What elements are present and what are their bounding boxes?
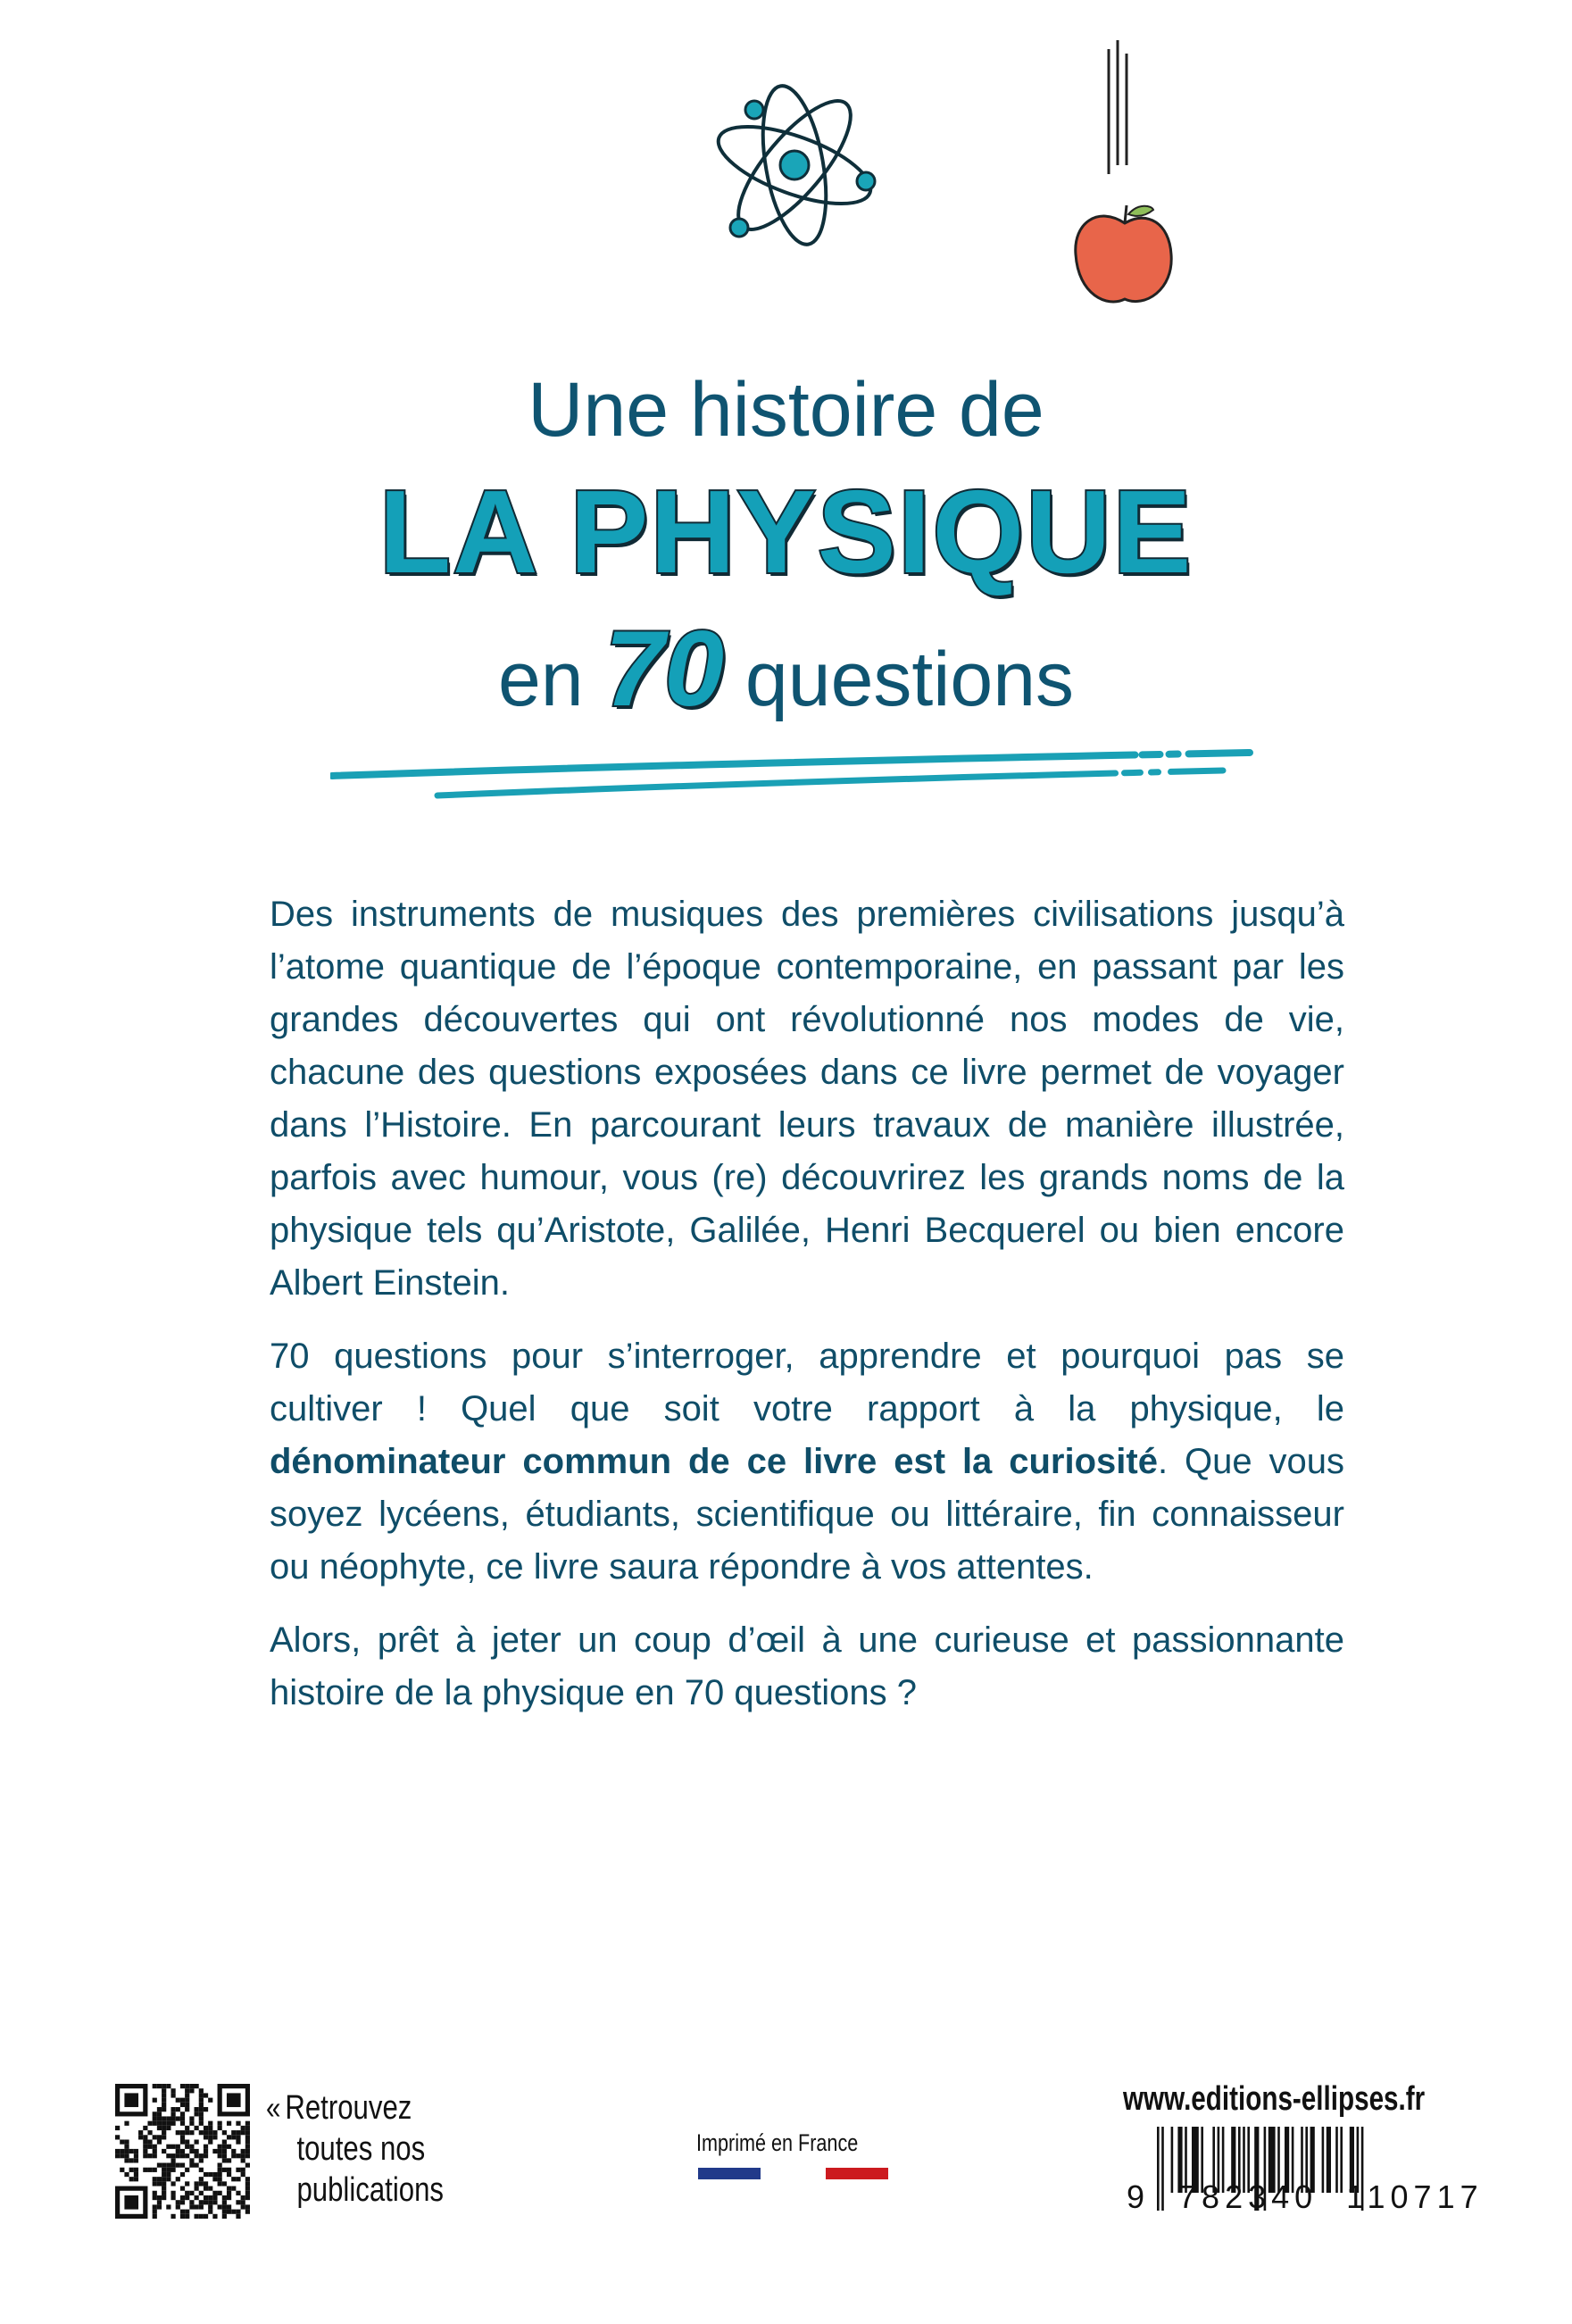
title-line-1: Une histoire de — [528, 367, 1044, 453]
title-line-3 — [0, 607, 1572, 730]
title-number: 70 — [604, 609, 724, 729]
double-chevron-icon: « — [266, 2089, 281, 2126]
flag-blue-stripe — [698, 2168, 761, 2179]
falling-apple-icon — [1062, 40, 1187, 317]
publisher-url[interactable]: www.editions-ellipses.fr — [1123, 2080, 1426, 2118]
flag-red-stripe — [826, 2168, 888, 2179]
paragraph-2-bold: dénominateur commun de ce livre est la curiosité — [270, 1442, 1158, 1481]
qr-caption-line-3: publications — [296, 2171, 445, 2209]
paragraph-3: Alors, prêt à jeter un coup d’œil à une curieuse et passionnante histoire de la physique en 70 questions ? — [270, 1620, 1344, 1712]
qr-caption-line-2: toutes nos — [296, 2130, 426, 2168]
back-cover-description — [270, 888, 1344, 1740]
atom-icon — [705, 76, 884, 254]
paragraph-2-start: 70 questions pour s’interroger, apprendre et pourquoi pas se cultiver ! Quel que soit votre rapport à la physique, le — [270, 1337, 1344, 1429]
printed-in-france-label: Imprimé en France — [696, 2129, 859, 2156]
brush-stroke-divider — [330, 746, 1259, 799]
title-main: LA PHYSIQUE — [378, 466, 1194, 597]
paragraph-2 — [270, 1330, 1344, 1594]
qr-code[interactable] — [115, 2084, 250, 2219]
isbn-digits: 9 782340 110717 — [1127, 2178, 1484, 2215]
paragraph-1: Des instruments de musiques des premières civilisations jusqu’à l’atome quantique de l’époque contemporaine, en passant par les grandes découvertes qui ont révolutionné nos modes de vie, chacune des questions exposées dans ce livre permet de voyager dans l’Histoire. En parcourant leurs travaux de manière illustrée, parfois avec humour, vous (re) découvrirez les grands noms de la physique tels qu’Aristote, Galilée, Henri Becquerel ou bien encore Albert Einstein. — [270, 895, 1344, 1303]
qr-caption — [266, 2087, 444, 2211]
title-suffix: questions — [744, 637, 1075, 722]
paragraph-2-end: . Que vous soyez lycéens, étudiants, scientifique ou littéraire, fin connaisseur ou néophyte, ce livre saura répondre à vos attentes. — [270, 1442, 1345, 1587]
title-prefix: en — [497, 637, 584, 722]
qr-caption-line-1: Retrouvez — [285, 2089, 412, 2127]
